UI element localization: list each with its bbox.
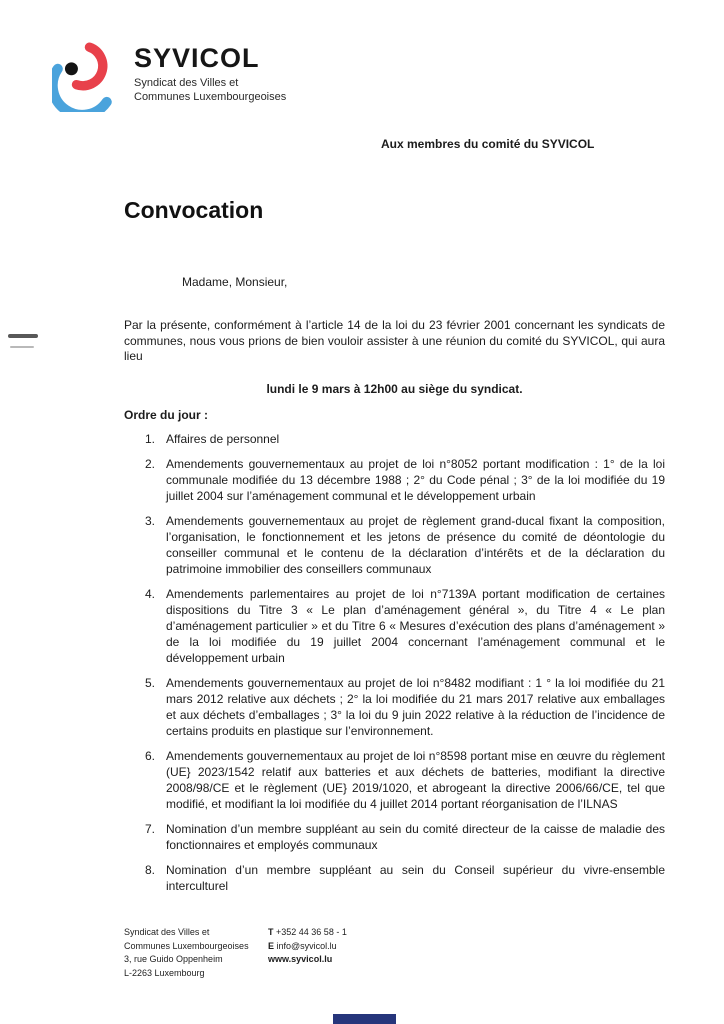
agenda-item-text: Affaires de personnel [166,431,280,446]
recipient-line: Aux membres du comité du SYVICOL [381,137,595,151]
footer-address-line2: Communes Luxembourgeoises [124,940,249,951]
agenda-heading: Ordre du jour : [124,407,208,422]
fold-mark [10,346,34,348]
email-address: info@syvicol.lu [276,940,337,951]
footer-phone [268,926,347,940]
letter-body [124,130,665,894]
syvicol-logo-icon [52,40,124,112]
agenda-item-number: 1. [145,431,156,446]
agenda-item-3 [124,513,665,577]
agenda-item-number: 4. [145,586,156,601]
agenda-item-text: Amendements gouvernementaux au projet de loi n°8052 portant modification : 1° de la loi communale modifiée du 13 décembre 1988 ; 2° du Code pénal ; 3° de la loi modifiée du 19 juillet 2004 sur l’aménagement communal et le développement urbain [166,456,665,503]
agenda-item-text: Nomination d’un membre suppléant au sein du Conseil supérieur du vivre-ensemble interculturel [166,862,665,893]
agenda-item-text: Amendements parlementaires au projet de loi n°7139A portant modification de certaines dispositions du Titre 3 « Le plan d’aménagement général », du Titre 4 « Le plan d’aménagement particulier » et du Titre 6 « Mesures d’exécution des plans d’aménagement » de la loi modifiée du 19 juillet 2004 concernant l’aménagement communal et le développement urbain [166,586,665,665]
agenda-item-text: Amendements gouvernementaux au projet de loi n°8598 portant mise en œuvre du règlement (UE} 2023/1542 relatif aux batteries et aux déchets de batteries, modifiant la directive 2008/98/CE et le règlement (UE} 2019/1020, et abrogeant la directive 2006/66/CE, tel que modifié, et modifiant la loi modifiée du 4 juillet 2014 portant réorganisation de l’ILNAS [166,748,665,811]
agenda-item-text: Amendements gouvernementaux au projet de règlement grand-ducal fixant la composition, l’organisation, le fonctionnement et les jetons de présence du comité de déontologie du conseiller communal et le contenu de la déclaration d’intérêts et de la déclaration du patrimoine immobilier des conseillers communaux [166,513,665,576]
phone-number: +352 44 36 58 - 1 [276,927,347,937]
agenda-item-number: 8. [145,862,156,877]
agenda-item-text: Amendements gouvernementaux au projet de loi n°8482 modifiant : 1 ° la loi modifiée du 21 mars 2012 relative aux déchets ; 2° la loi modifiée du 21 mars 2017 relative aux emballages et aux déchets d’emballages ; 3° la loi du 9 juin 2022 relative à la réduction de l’incidence de certains produits en plastique sur l’environnement. [166,675,665,738]
letter-footer [124,926,347,980]
meeting-date-line: lundi le 9 mars à 12h00 au siège du syndicat. [266,381,523,396]
agenda-item-number: 6. [145,748,156,763]
footer-website: www.syvicol.lu [268,954,333,964]
brand-name: SYVICOL [134,43,260,73]
footer-address-line4: L-2263 Luxembourg [124,967,205,978]
footer-contact [268,926,347,980]
email-label: E [268,940,275,951]
fold-mark [8,334,38,338]
footer-email [268,940,347,954]
intro-paragraph: Par la présente, conformément à l’article 14 de la loi du 23 février 2001 concernant les syndicats de communes, nous vous prions de bien vouloir assister à une réunion du comité du SYVICOL, qui aura lieu [124,318,665,363]
phone-label: T [268,927,274,937]
footer-address-line1: Syndicat des Villes et [124,927,210,937]
agenda-item-5 [124,675,665,739]
syvicol-logo [52,40,286,112]
footer-address [124,926,268,980]
brand-tagline-line2: Communes Luxembourgeoises [134,91,287,103]
logo-text [134,40,286,104]
page-title: Convocation [124,197,264,223]
agenda-item-1 [124,431,665,447]
agenda-item-text: Nomination d’un membre suppléant au sein du comité directeur de la caisse de maladie des fonctionnaires et employés communaux [166,821,665,852]
agenda-item-8 [124,862,665,894]
agenda-item-number: 2. [145,456,156,471]
agenda-item-7 [124,821,665,853]
footer-accent-bar [333,1014,396,1024]
agenda-item-4 [124,586,665,666]
agenda-item-number: 3. [145,513,156,528]
footer-address-line3: 3, rue Guido Oppenheim [124,954,223,964]
agenda-item-6 [124,748,665,812]
brand-tagline-line1: Syndicat des Villes et [134,77,239,89]
agenda-item-number: 5. [145,675,156,690]
agenda-item-number: 7. [145,821,156,836]
agenda-item-2 [124,456,665,504]
salutation: Madame, Monsieur, [182,275,288,289]
agenda-list [124,431,665,894]
brand-tagline [134,76,286,104]
